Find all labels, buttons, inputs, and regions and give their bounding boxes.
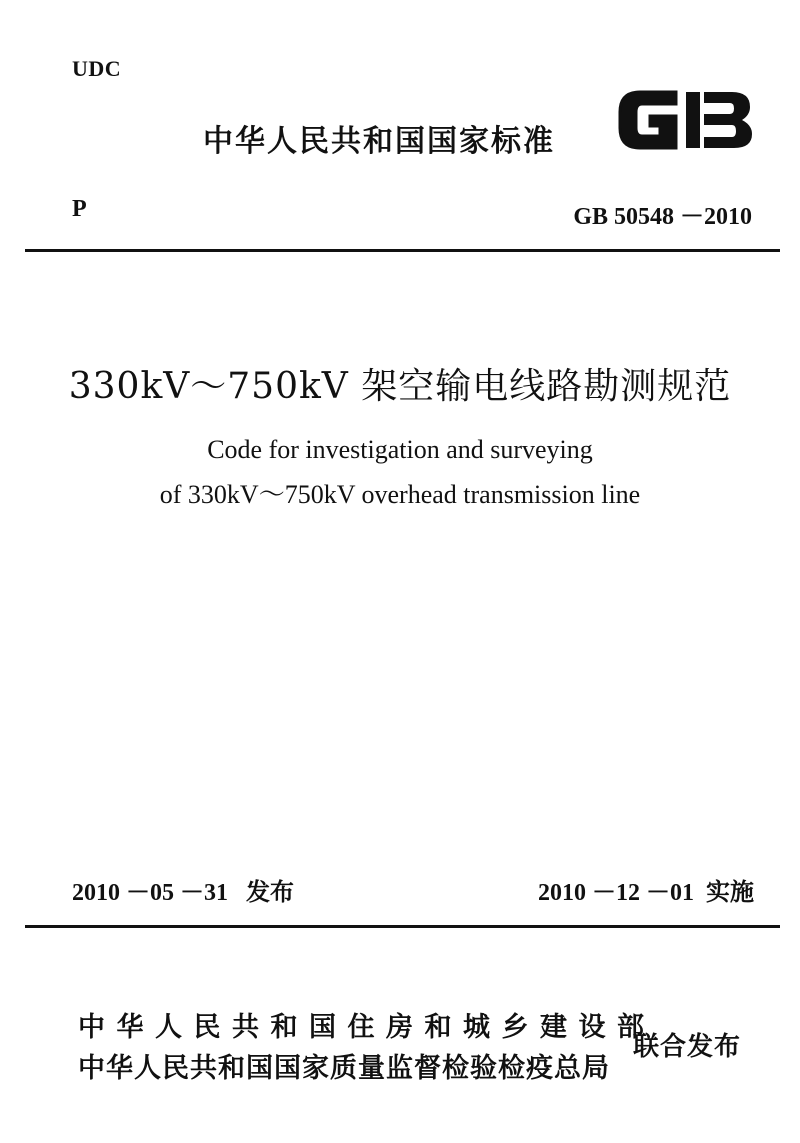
publisher-aqsiq: 中华人民共和国国家质量监督检验检疫总局: [78, 1053, 610, 1084]
issue-date-block: [72, 872, 294, 907]
standard-type-heading: 中华人民共和国国家标准: [203, 124, 555, 159]
publisher-ministry: 中华人民共和国住房和城乡建设部: [78, 1012, 656, 1043]
title-chinese: 330kV～750kV 架空输电线路勘测规范: [68, 366, 732, 407]
implement-date-block: [538, 872, 754, 907]
category-code: P: [72, 196, 87, 222]
issue-date: 2010 －05 －31: [72, 880, 228, 906]
udc-label: UDC: [72, 56, 122, 81]
issue-label: 发布: [246, 878, 294, 906]
top-divider: [25, 249, 780, 252]
bottom-divider: [25, 925, 780, 928]
implement-date: 2010 －12 －01: [538, 880, 694, 906]
joint-publish-label: 联合发布: [633, 1032, 742, 1062]
gb-logo-icon: [614, 84, 756, 154]
title-english-line2: of 330kV～750kV overhead transmission line: [159, 480, 641, 509]
standard-number: GB 50548 －2010: [573, 204, 752, 230]
implement-label: 实施: [706, 878, 754, 906]
title-english-line1: Code for investigation and surveying: [207, 435, 593, 464]
